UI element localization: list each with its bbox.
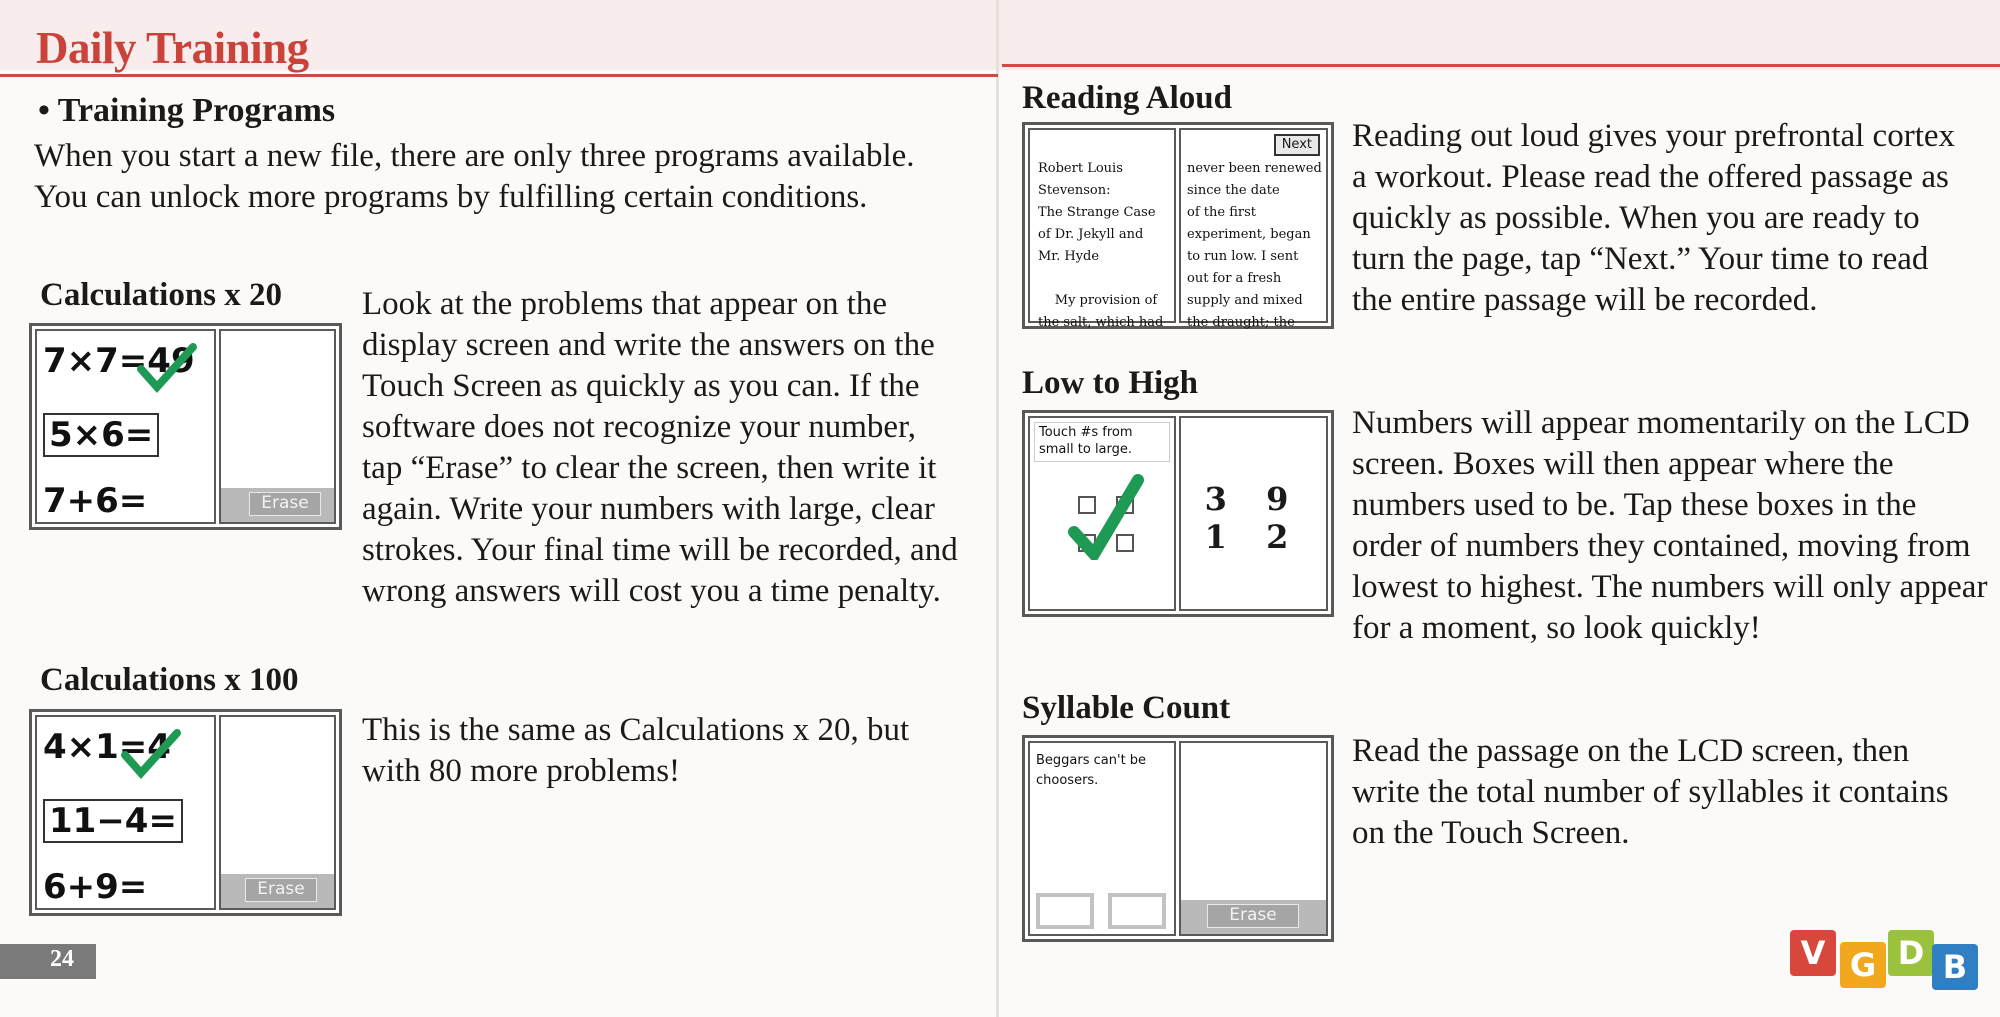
vgdb-watermark-logo: [1790, 930, 1990, 1000]
syllable-description: Read the passage on the LCD screen, then write the total number of syllables it contains on the Touch Screen.: [1352, 733, 1949, 851]
intro-paragraph: When you start a new file, there are only three programs available. You can unlock more programs by fulfilling certain conditions.: [34, 138, 915, 215]
calc100-display-screen: [35, 715, 216, 910]
lowhigh-numbers: 3 9 1 2: [1204, 480, 1303, 556]
calc20-problem-3: 7+6=: [43, 481, 148, 521]
lowhigh-prompt: Touch #s from small to large.: [1034, 422, 1170, 462]
answer-slot-2: [1108, 893, 1166, 929]
page-number-tab: [0, 944, 96, 979]
logo-tile-b: B: [1932, 944, 1978, 990]
calc20-display-screen: [35, 329, 216, 524]
lowhigh-screenshot: [1022, 410, 1334, 617]
page-number: 24: [50, 946, 74, 972]
header-rule-left: [0, 74, 998, 77]
erase-button[interactable]: Erase: [1207, 904, 1299, 928]
calc100-title: Calculations x 100: [40, 662, 299, 698]
logo-tile-g: G: [1840, 942, 1886, 988]
syllable-count-title: Syllable Count: [1022, 690, 1231, 726]
calc20-screenshot: [29, 323, 342, 530]
calc20-problem-1: 7×7=49: [43, 341, 195, 381]
calc100-problem-2: 11−4=: [43, 799, 183, 843]
syllable-touch-screen: [1179, 741, 1328, 936]
header-rule-right: [1002, 64, 2000, 67]
page-title: Daily Training: [36, 23, 309, 73]
syllable-screenshot: [1022, 735, 1334, 942]
syllable-display-screen: [1028, 741, 1176, 936]
reading-description: Reading out loud gives your prefrontal cortex a workout. Please read the offered passage as quickly as possible. When you are ready to turn the page, tap “Next.” Your time to read the entire passage will be recorded.: [1352, 118, 1956, 318]
page-spine: [996, 0, 999, 1017]
check-icon: [1068, 474, 1144, 560]
reading-aloud-title: Reading Aloud: [1022, 80, 1232, 116]
calc100-problem-1: 4×1=4: [43, 727, 171, 767]
erase-button[interactable]: Erase: [245, 878, 317, 902]
syllable-prompt: Beggars can't be choosers.: [1036, 753, 1147, 788]
lowhigh-display-screen: [1179, 416, 1328, 611]
calc100-problem-3: 6+9=: [43, 867, 148, 907]
calc100-touch-screen: [219, 715, 336, 910]
next-button[interactable]: Next: [1274, 134, 1320, 156]
logo-tile-d: D: [1888, 930, 1934, 976]
lowhigh-description: Numbers will appear momentarily on the LCD screen. Boxes will then appear where the numbers used to be. Tap these boxes in the order of numbers they contained, moving from lowest to highest. The numbers will only appear for a moment, so look quickly!: [1352, 405, 1988, 646]
calc20-problem-2: 5×6=: [43, 413, 159, 457]
reading-right-text: never been renewed since the date of the first experiment, began to run low. I sent out for a fresh supply and mixed the draught; the: [1187, 161, 1322, 330]
calc20-description: Look at the problems that appear on the display screen and write the answers on the Touch Screen as quickly as you can. If the software does not recognize your number, tap “Erase” to clear the screen, then write it again. Write your numbers with large, clear strokes. Your final time will be recorded, and wrong answers will cost you a time penalty.: [362, 286, 958, 609]
calc100-description: This is the same as Calculations x 20, but with 80 more problems!: [362, 712, 910, 789]
reading-left-page: [1028, 128, 1176, 330]
logo-tile-v: V: [1790, 930, 1836, 976]
calc20-title: Calculations x 20: [40, 277, 283, 313]
reading-left-text: Robert Louis Stevenson: The Strange Case of Dr. Jekyll and Mr. Hyde My provision of the salt, which had: [1038, 161, 1164, 330]
check-icon: [121, 729, 181, 779]
training-programs-subhead: • Training Programs: [38, 92, 336, 129]
calc20-touch-screen: [219, 329, 336, 524]
lowhigh-touch-screen: [1028, 416, 1176, 611]
reading-screenshot: [1022, 122, 1334, 329]
answer-slot-1: [1036, 893, 1094, 929]
calc100-screenshot: [29, 709, 342, 916]
check-icon: [137, 343, 197, 393]
erase-button[interactable]: Erase: [249, 492, 321, 516]
low-to-high-title: Low to High: [1022, 365, 1199, 401]
reading-right-page: [1179, 128, 1328, 330]
